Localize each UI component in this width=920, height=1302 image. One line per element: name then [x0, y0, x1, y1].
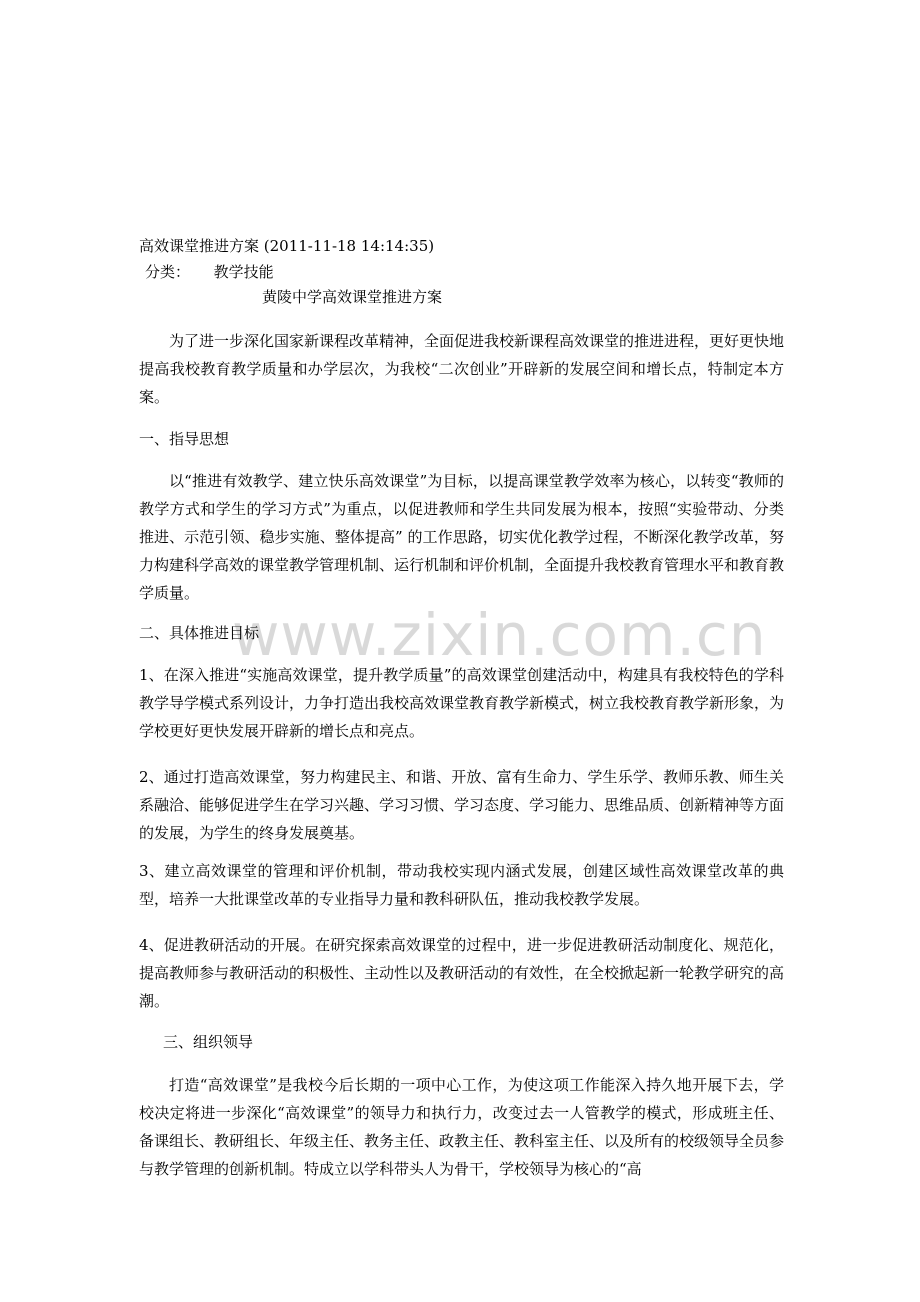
section3-heading: 三、组织领导 — [163, 1033, 254, 1051]
document-title: 黄陵中学高效课堂推进方案 — [262, 288, 443, 306]
section1-heading: 一、指导思想 — [139, 430, 230, 448]
goal-item-3: 3、建立高效课堂的管理和评价机制，带动我校实现内涵式发展，创建区域性高效课堂改革的典型，培养一大批课堂改革的专业指导力量和教科研队伍，推动我校教学发展。 — [139, 862, 784, 908]
section1-paragraph: 以“推进有效教学、建立快乐高效课堂”为目标，以提高课堂教学效率为核心，以转变“教师的教学方式和学生的学习方式”为重点，以促进教师和学生共同发展为根本，按照“实验带动、分类推进、示范引领、稳步实施、整体提高” 的工作思路，切实优化教学过程，不断深化教学改革，努力构建科学高效的课堂教学管理机制、运行机制和评价机制，全面提升我校教育管理水平和教育教学质量。 — [139, 472, 785, 602]
goal-item-4: 4、促进教研活动的开展。在研究探索高效课堂的过程中，进一步促进教研活动制度化、规范化，提高教师参与教研活动的积极性、主动性以及教研活动的有效性，在全校掀起新一轮教学研究的高潮。 — [139, 936, 785, 1010]
goal-item-2: 2、通过打造高效课堂，努力构建民主、和谐、开放、富有生命力、学生乐学、教师乐教、师生关系融洽、能够促进学生在学习兴趣、学习习惯、学习态度、学习能力、思维品质、创新精神等方面的发展，为学生的终身发展奠基。 — [139, 768, 785, 842]
section2-heading: 二、具体推进目标 — [139, 624, 260, 642]
category-value[interactable]: 教学技能 — [213, 263, 274, 281]
category-row — [145, 262, 795, 282]
category-label: 分类： — [145, 263, 191, 281]
watermark: www.zixin.com.cn — [232, 601, 767, 669]
title-line: 高效课堂推进方案 (2011-11-18 14:14:35) — [139, 237, 435, 255]
section3-paragraph: 打造“高效课堂”是我校今后长期的一项中心工作，为使这项工作能深入持久地开展下去，学校决定将进一步深化“高效课堂”的领导力和执行力，改变过去一人管教学的模式，形成班主任、备课组长、教研组长、年级主任、教务主任、政教主任、教科室主任、以及所有的校级领导全员参与教学管理的创新机制。特成立以学科带头人为骨干，学校领导为核心的“高 — [139, 1076, 785, 1178]
intro-paragraph: 为了进一步深化国家新课程改革精神，全面促进我校新课程高效课堂的推进进程，更好更快地提高我校教育教学质量和办学层次，为我校“二次创业”开辟新的发展空间和增长点，特制定本方案。 — [139, 332, 785, 406]
goal-item-1: 1、在深入推进“实施高效课堂，提升教学质量”的高效课堂创建活动中，构建具有我校特色的学科教学导学模式系列设计，力争打造出我校高效课堂教育教学新模式，树立我校教育教学新形象，为学校更好更快发展开辟新的增长点和亮点。 — [139, 666, 785, 740]
